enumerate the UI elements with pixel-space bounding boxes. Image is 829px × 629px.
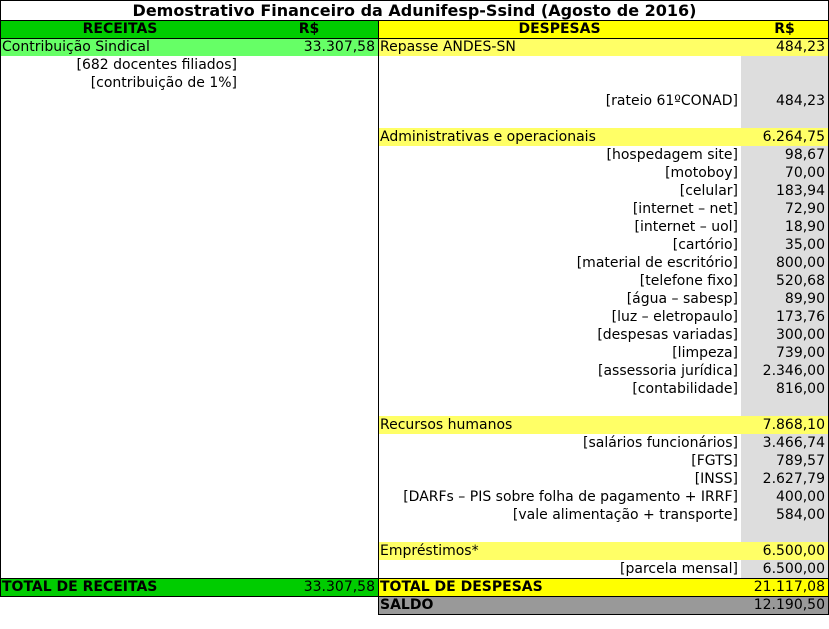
despesa-item-value: 89,90 <box>784 291 825 307</box>
saldo-label: SALDO <box>378 596 741 614</box>
despesa-item-value: 35,00 <box>784 237 825 253</box>
despesa-item-label: [assessoria jurídica] <box>598 363 738 379</box>
despesa-item-label: [rateio 61ºCONAD] <box>605 93 738 109</box>
receitas-bottom-line <box>0 596 378 597</box>
receita-item-label: Contribuição Sindical <box>0 38 240 56</box>
despesa-item-label: [internet – uol] <box>634 219 738 235</box>
despesa-item-label: [luz – eletropaulo] <box>611 309 738 325</box>
despesa-item-value: 739,00 <box>776 345 825 361</box>
despesa-item-label: [despesas variadas] <box>597 327 738 343</box>
receita-item-value: 33.307,58 <box>240 38 378 56</box>
despesa-item-value: 484,23 <box>776 93 825 109</box>
despesa-item-value: 183,94 <box>776 183 825 199</box>
despesa-item-value: 70,00 <box>784 165 825 181</box>
despesa-item-label: [DARFs – PIS sobre folha de pagamento + IRRF] <box>403 489 738 505</box>
despesa-item-value: 816,00 <box>776 381 825 397</box>
despesa-group-label: Repasse ANDES-SN <box>378 38 741 56</box>
total-despesas-value: 21.117,08 <box>741 578 828 596</box>
despesa-item-value: 98,67 <box>784 147 825 163</box>
despesa-item-label: [salários funcionários] <box>582 435 738 451</box>
header-bottom-line <box>0 38 829 39</box>
despesa-item-label: [FGTS] <box>691 453 738 469</box>
receitas-header: RECEITAS <box>0 20 240 38</box>
despesa-item-value: 6.500,00 <box>762 561 825 577</box>
despesa-group-value: 484,23 <box>741 38 828 56</box>
despesa-item-value: 2.346,00 <box>762 363 825 379</box>
despesa-item-value: 789,57 <box>776 453 825 469</box>
despesas-header: DESPESAS <box>378 20 741 38</box>
despesa-item-value: 18,90 <box>784 219 825 235</box>
despesa-item-value: 400,00 <box>776 489 825 505</box>
receitas-currency-header: R$ <box>240 20 378 38</box>
despesa-item-value: 300,00 <box>776 327 825 343</box>
despesa-item-label: [vale alimentação + transporte] <box>512 507 738 523</box>
despesa-item-label: [motoboy] <box>665 165 738 181</box>
total-receitas-value: 33.307,58 <box>240 578 378 596</box>
totals-top-line <box>0 578 829 579</box>
total-despesas-label: TOTAL DE DESPESAS <box>378 578 741 596</box>
despesa-item-label: [contabilidade] <box>632 381 738 397</box>
despesa-item-label: [água – sabesp] <box>626 291 738 307</box>
despesas-currency-header: R$ <box>741 20 828 38</box>
despesa-item-label: [celular] <box>679 183 738 199</box>
despesa-item-label: [hospedagem site] <box>606 147 738 163</box>
despesa-item-label: [material de escritório] <box>576 255 738 271</box>
despesa-item-label: [limpeza] <box>672 345 738 361</box>
despesa-item-value: 520,68 <box>776 273 825 289</box>
receita-note: [682 docentes filiados] <box>76 57 237 73</box>
saldo-value: 12.190,50 <box>741 596 828 614</box>
total-receitas-label: TOTAL DE RECEITAS <box>0 578 240 596</box>
despesa-item-value: 800,00 <box>776 255 825 271</box>
despesa-item-value: 3.466,74 <box>762 435 825 451</box>
saldo-bottom-line <box>378 614 829 615</box>
despesa-group-value: 6.264,75 <box>741 128 828 146</box>
despesa-item-label: [parcela mensal] <box>620 561 738 577</box>
despesa-group-label: Recursos humanos <box>378 416 741 434</box>
despesa-item-value: 72,90 <box>784 201 825 217</box>
despesa-group-value: 7.868,10 <box>741 416 828 434</box>
despesa-item-label: [cartório] <box>672 237 738 253</box>
receita-note: [contribuição de 1%] <box>90 75 237 91</box>
sheet-title: Demostrativo Financeiro da Adunifesp-Ssind (Agosto de 2016) <box>132 1 697 20</box>
despesa-group-label: Administrativas e operacionais <box>378 128 741 146</box>
despesa-item-label: [internet – net] <box>632 201 738 217</box>
header-divider <box>0 20 829 21</box>
despesa-item-value: 2.627,79 <box>762 471 825 487</box>
despesa-item-value: 584,00 <box>776 507 825 523</box>
despesa-item-label: [telefone fixo] <box>639 273 738 289</box>
despesa-group-value: 6.500,00 <box>741 542 828 560</box>
table-border-top <box>0 0 829 1</box>
despesa-item-value: 173,76 <box>776 309 825 325</box>
column-divider-center <box>378 20 379 614</box>
despesa-group-label: Empréstimos* <box>378 542 741 560</box>
table-border-left <box>0 0 1 596</box>
despesa-item-label: [INSS] <box>694 471 738 487</box>
